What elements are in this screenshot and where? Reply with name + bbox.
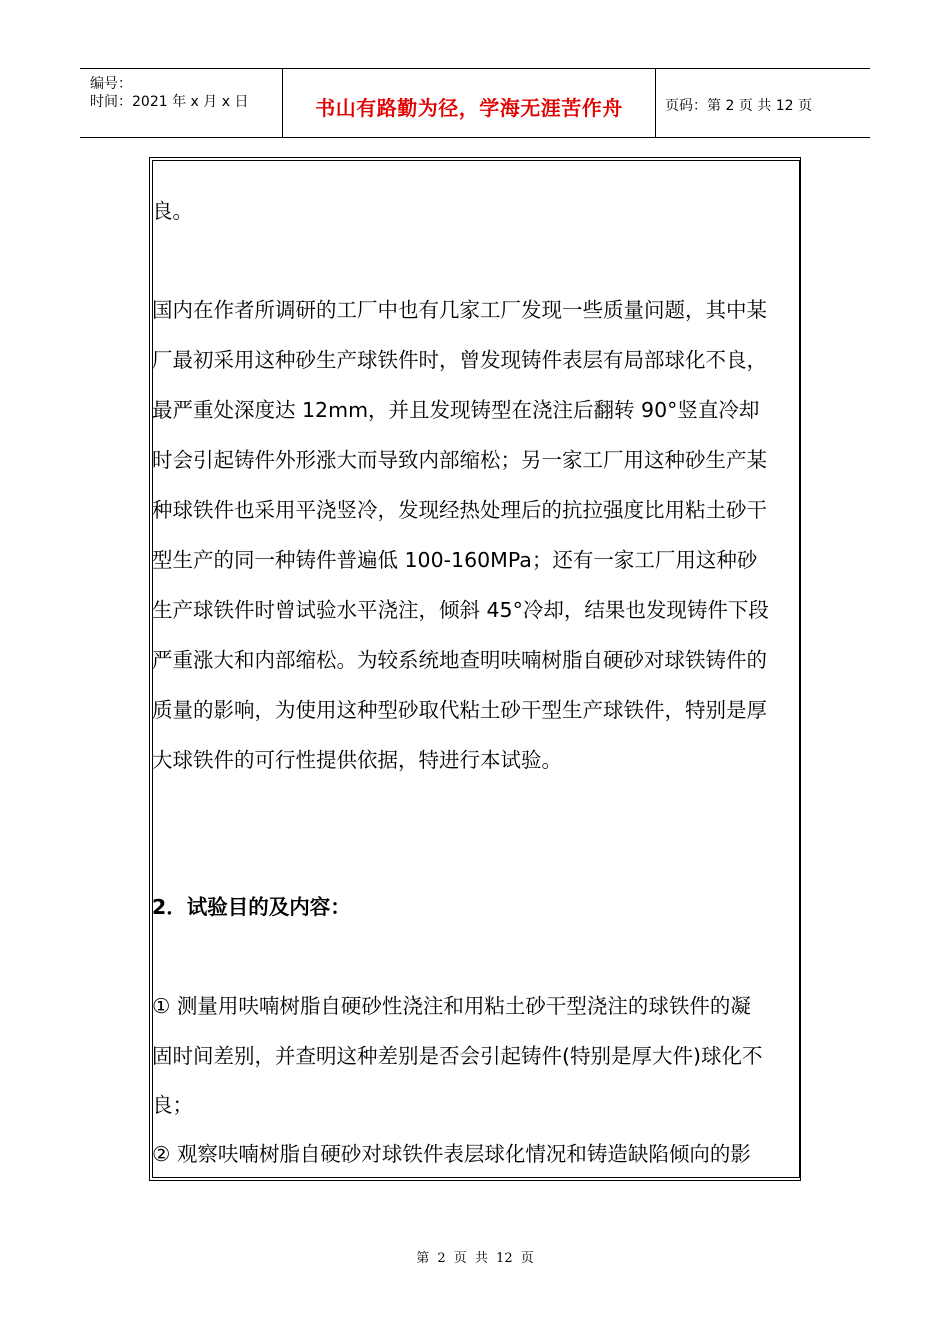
paragraph-line: 种球铁件也采用平浇竖冷，发现经热处理后的抗拉强度比用粘土砂干: [152, 498, 767, 522]
header-meta-cell: [80, 69, 282, 137]
list-item-line: 良；: [152, 1093, 193, 1117]
document-number-label: 编号：: [90, 76, 132, 92]
header-motto: 书山有路勤为径，学海无涯苦作舟: [315, 96, 623, 120]
paragraph-line: 生产球铁件时曾试验水平浇注，倾斜 45°冷却，结果也发现铸件下段: [152, 598, 769, 622]
list-item-line: ① 测量用呋喃树脂自硬砂性浇注和用粘土砂干型浇注的球铁件的凝: [152, 994, 751, 1018]
paragraph-line: 大球铁件的可行性提供依据，特进行本试验。: [152, 748, 562, 772]
paragraph-line: 质量的影响，为使用这种型砂取代粘土砂干型生产球铁件，特别是厚: [152, 698, 767, 722]
paragraph-line: 型生产的同一种铸件普遍低 100-160MPa；还有一家工厂用这种砂: [152, 548, 758, 572]
document-header: [80, 68, 870, 138]
continuation-text: 良。: [152, 199, 193, 223]
paragraph-line: 严重涨大和内部缩松。为较系统地查明呋喃树脂自硬砂对球铁铸件的: [152, 648, 767, 672]
list-item-line: 固时间差别，并查明这种差别是否会引起铸件(特别是厚大件)球化不: [152, 1044, 763, 1068]
document-date-label: 时间：2021 年 x 月 x 日: [90, 94, 249, 110]
header-motto-cell: [282, 69, 656, 137]
section-heading: 2．试验目的及内容：: [152, 895, 351, 919]
paragraph-line: 厂最初采用这种砂生产球铁件时，曾发现铸件表层有局部球化不良，: [152, 348, 767, 372]
list-item-2: ② 观察呋喃树脂自硬砂对球铁件表层球化情况和铸造缺陷倾向的影: [152, 1142, 751, 1166]
paragraph-line: 时会引起铸件外形涨大而导致内部缩松；另一家工厂用这种砂生产某: [152, 448, 767, 472]
paragraph-line: 国内在作者所调研的工厂中也有几家工厂发现一些质量问题，其中某: [152, 298, 767, 322]
paragraph-line: 最严重处深度达 12mm，并且发现铸型在浇注后翻转 90°竖直冷却: [152, 398, 760, 422]
header-page-info: 页码：第 2 页 共 12 页: [665, 98, 812, 114]
header-page-cell: [655, 69, 870, 137]
page-footer: 第 2 页 共 12 页: [416, 1251, 534, 1266]
